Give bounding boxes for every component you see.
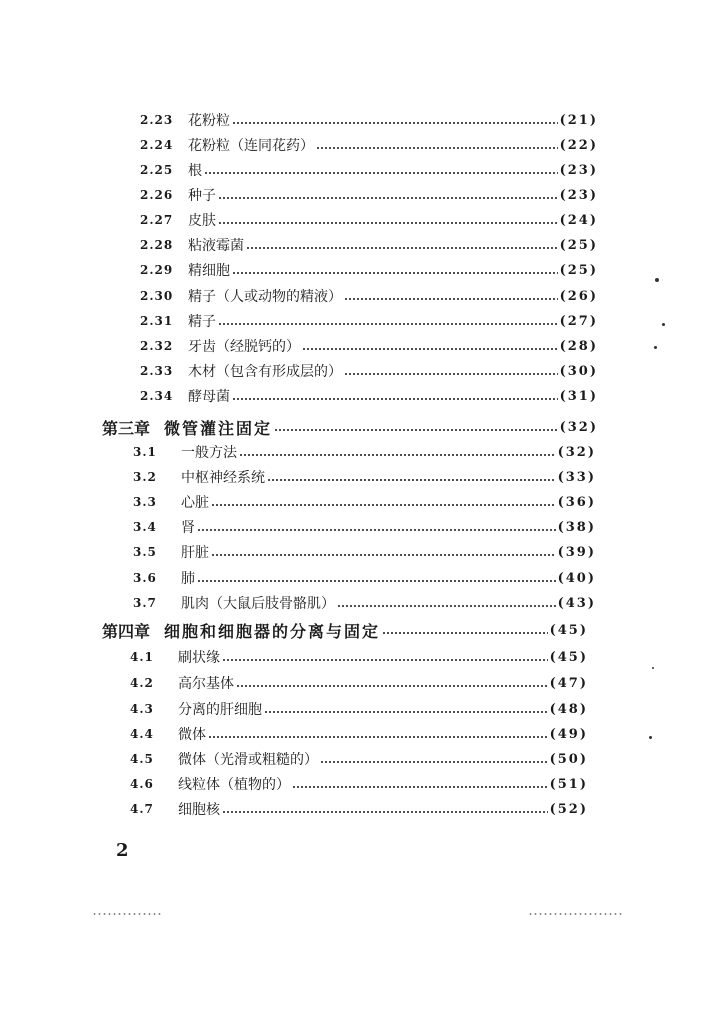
dot-leader xyxy=(222,811,548,813)
page-reference: (22) xyxy=(559,137,598,153)
chapter-label: 第三章 xyxy=(102,418,151,438)
toc-section-entry xyxy=(140,258,598,282)
section-number: 4.5 xyxy=(130,752,154,766)
entry-title: 线粒体（植物的） xyxy=(178,777,290,793)
page-reference: (49) xyxy=(549,726,588,742)
toc-section-entry xyxy=(140,359,598,383)
dot-leader xyxy=(232,398,558,400)
dot-leader xyxy=(320,761,548,763)
entry-title: 细胞核 xyxy=(178,802,220,818)
toc-section-entry xyxy=(140,208,598,232)
dot-leader xyxy=(222,659,548,661)
chapter-label: 第四章 xyxy=(102,621,151,641)
section-number: 3.2 xyxy=(133,470,157,484)
section-number: 2.27 xyxy=(140,213,174,227)
entry-title: 肝脏 xyxy=(181,545,209,561)
section-number: 3.1 xyxy=(133,445,157,459)
page-reference: (52) xyxy=(549,801,588,817)
entry-title: 细胞和细胞器的分离与固定 xyxy=(164,621,381,641)
dot-leader xyxy=(344,298,558,300)
toc-section-entry xyxy=(140,183,598,207)
dot-leader xyxy=(292,786,548,788)
scan-artifact-line xyxy=(92,913,162,915)
section-number: 2.24 xyxy=(140,138,174,152)
toc-section-entry xyxy=(130,747,588,771)
toc-section-entry xyxy=(140,108,598,132)
scan-speck xyxy=(652,667,654,669)
toc-section-entry xyxy=(130,697,588,721)
page-reference: (32) xyxy=(557,444,596,460)
page-reference: (39) xyxy=(557,544,596,560)
entry-title: 微管灌注固定 xyxy=(164,418,273,438)
entry-title: 分离的肝细胞 xyxy=(178,702,262,718)
dot-leader xyxy=(264,711,548,713)
toc-section-entry xyxy=(133,490,596,514)
entry-title: 酵母菌 xyxy=(188,389,230,405)
section-number: 3.6 xyxy=(133,571,157,585)
entry-title: 心脏 xyxy=(181,495,209,511)
page-reference: (26) xyxy=(559,288,598,304)
toc-section-entry xyxy=(140,284,598,308)
dot-leader xyxy=(208,736,548,738)
dot-leader xyxy=(218,323,558,325)
section-number: 2.23 xyxy=(140,113,174,127)
page-reference: (47) xyxy=(549,675,588,691)
entry-title: 一般方法 xyxy=(181,445,237,461)
dot-leader xyxy=(302,348,558,350)
page-reference: (45) xyxy=(549,622,588,638)
scan-speck xyxy=(655,278,659,282)
entry-title: 肌肉（大鼠后肢骨骼肌） xyxy=(181,596,335,612)
section-number: 2.33 xyxy=(140,364,174,378)
toc-section-entry xyxy=(140,233,598,257)
page-reference: (25) xyxy=(559,237,598,253)
toc-section-entry xyxy=(140,334,598,358)
dot-leader xyxy=(246,247,558,249)
entry-title: 刷状缘 xyxy=(178,650,220,666)
page-reference: (51) xyxy=(549,776,588,792)
toc-section-entry xyxy=(130,772,588,796)
entry-title: 种子 xyxy=(188,188,216,204)
entry-title: 精子 xyxy=(188,314,216,330)
section-number: 2.30 xyxy=(140,289,174,303)
dot-leader xyxy=(344,373,558,375)
dot-leader xyxy=(232,122,558,124)
dot-leader xyxy=(211,504,556,506)
page-reference: (48) xyxy=(549,701,588,717)
toc-section-entry xyxy=(130,722,588,746)
dot-leader xyxy=(337,605,556,607)
entry-title: 牙齿（经脱钙的） xyxy=(188,339,300,355)
dot-leader xyxy=(197,529,556,531)
toc-section-entry xyxy=(133,540,596,564)
scan-artifact-line xyxy=(528,913,622,915)
dot-leader xyxy=(211,554,556,556)
section-number: 2.32 xyxy=(140,339,174,353)
toc-section-entry xyxy=(130,797,588,821)
entry-title: 精子（人或动物的精液） xyxy=(188,289,342,305)
page-reference: (25) xyxy=(559,262,598,278)
page-reference: (50) xyxy=(549,751,588,767)
entry-title: 中枢神经系统 xyxy=(181,470,265,486)
section-number: 3.7 xyxy=(133,596,157,610)
toc-section-entry xyxy=(133,440,596,464)
toc-section-entry xyxy=(133,566,596,590)
page-reference: (24) xyxy=(559,212,598,228)
page-number: 2 xyxy=(116,840,129,861)
entry-title: 微体（光滑或粗糙的） xyxy=(178,752,318,768)
entry-title: 肺 xyxy=(181,571,195,587)
toc-chapter-entry xyxy=(102,618,588,642)
page-reference: (23) xyxy=(559,162,598,178)
dot-leader xyxy=(316,147,558,149)
page-reference: (43) xyxy=(557,595,596,611)
scan-speck xyxy=(654,346,657,349)
page-reference: (30) xyxy=(559,363,598,379)
page-reference: (23) xyxy=(559,187,598,203)
dot-leader xyxy=(204,172,558,174)
entry-title: 高尔基体 xyxy=(178,676,234,692)
toc-section-entry xyxy=(140,158,598,182)
section-number: 4.3 xyxy=(130,702,154,716)
dot-leader xyxy=(218,197,558,199)
dot-leader xyxy=(274,429,558,431)
section-number: 4.6 xyxy=(130,777,154,791)
page-reference: (27) xyxy=(559,313,598,329)
section-number: 2.28 xyxy=(140,238,174,252)
page-reference: (40) xyxy=(557,570,596,586)
page-reference: (28) xyxy=(559,338,598,354)
section-number: 3.4 xyxy=(133,520,157,534)
toc-chapter-entry xyxy=(102,415,598,439)
dot-leader xyxy=(232,272,558,274)
toc-section-entry xyxy=(130,671,588,695)
section-number: 2.26 xyxy=(140,188,174,202)
dot-leader xyxy=(218,222,558,224)
scan-speck xyxy=(662,323,665,326)
section-number: 2.25 xyxy=(140,163,174,177)
toc-section-entry xyxy=(140,384,598,408)
page-reference: (31) xyxy=(559,388,598,404)
entry-title: 微体 xyxy=(178,727,206,743)
section-number: 3.5 xyxy=(133,545,157,559)
page-reference: (36) xyxy=(557,494,596,510)
dot-leader xyxy=(239,454,556,456)
scan-speck xyxy=(649,736,652,739)
section-number: 2.29 xyxy=(140,263,174,277)
entry-title: 根 xyxy=(188,163,202,179)
section-number: 3.3 xyxy=(133,495,157,509)
dot-leader xyxy=(382,632,548,634)
section-number: 4.4 xyxy=(130,727,154,741)
entry-title: 精细胞 xyxy=(188,263,230,279)
dot-leader xyxy=(267,479,556,481)
entry-title: 花粉粒 xyxy=(188,113,230,129)
page-reference: (32) xyxy=(559,419,598,435)
entry-title: 木材（包含有形成层的） xyxy=(188,364,342,380)
section-number: 2.31 xyxy=(140,314,174,328)
entry-title: 皮肤 xyxy=(188,213,216,229)
toc-section-entry xyxy=(133,591,596,615)
page-reference: (33) xyxy=(557,469,596,485)
toc-section-entry xyxy=(140,309,598,333)
dot-leader xyxy=(236,685,548,687)
section-number: 4.1 xyxy=(130,650,154,664)
entry-title: 粘液霉菌 xyxy=(188,238,244,254)
dot-leader xyxy=(197,580,556,582)
section-number: 4.7 xyxy=(130,802,154,816)
section-number: 2.34 xyxy=(140,389,174,403)
page-reference: (45) xyxy=(549,649,588,665)
toc-section-entry xyxy=(133,515,596,539)
toc-section-entry xyxy=(140,133,598,157)
entry-title: 花粉粒（连同花药） xyxy=(188,138,314,154)
section-number: 4.2 xyxy=(130,676,154,690)
page-reference: (21) xyxy=(559,112,598,128)
toc-section-entry xyxy=(130,645,588,669)
toc-section-entry xyxy=(133,465,596,489)
page-reference: (38) xyxy=(557,519,596,535)
entry-title: 肾 xyxy=(181,520,195,536)
